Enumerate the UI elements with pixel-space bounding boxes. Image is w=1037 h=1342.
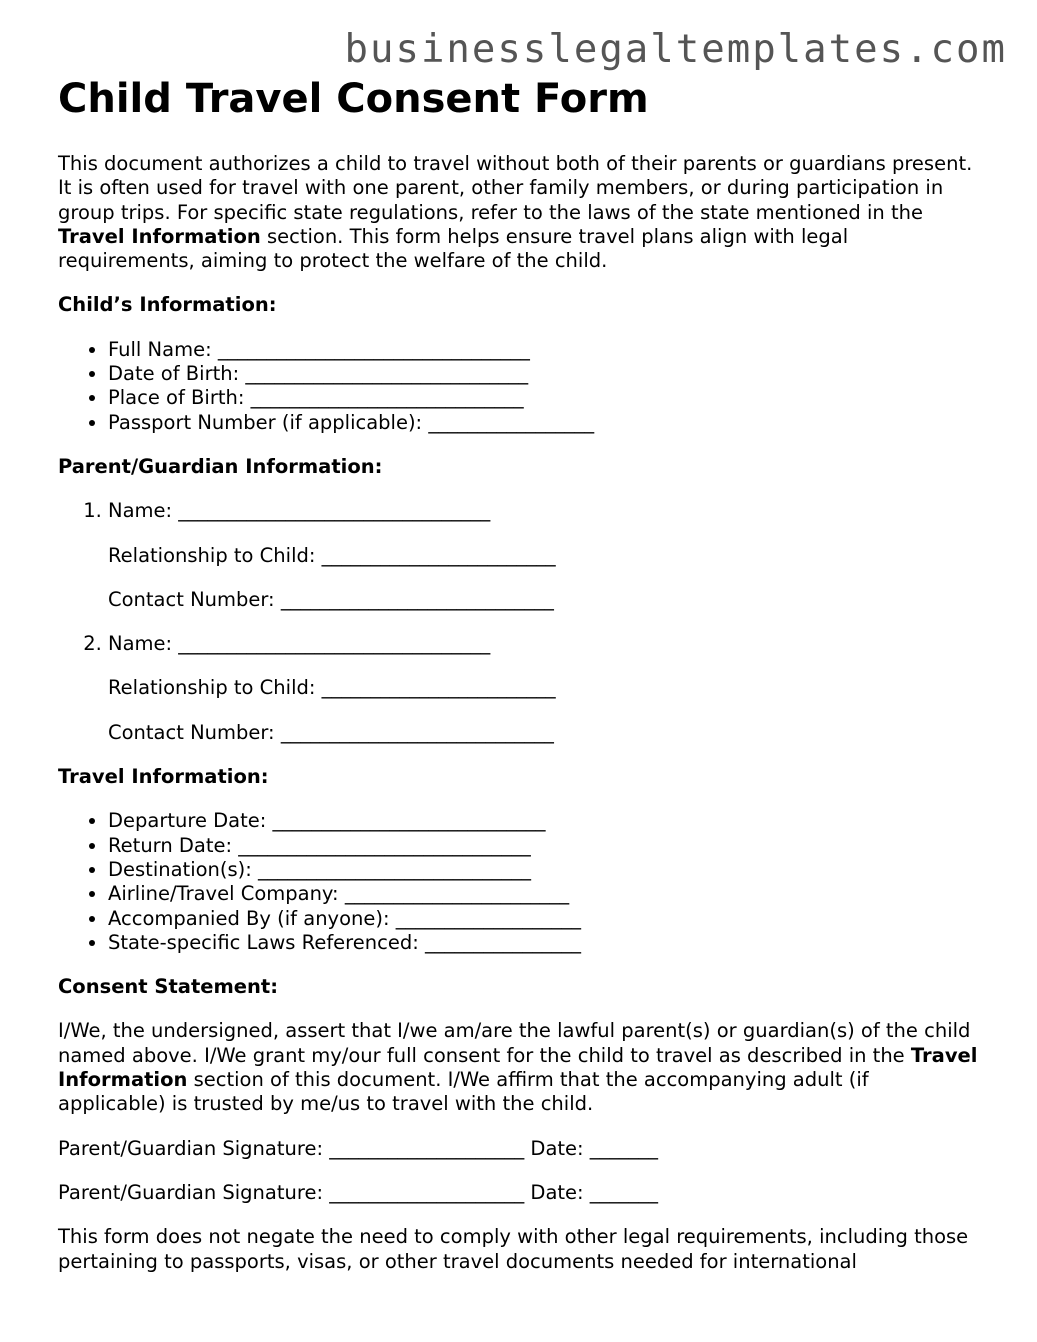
guardian-1-name-field[interactable]: Name: ________________________________ (108, 499, 491, 523)
airline-field[interactable]: • Airline/Travel Company: _______________________ (108, 882, 978, 906)
child-birthplace-field[interactable]: • Place of Birth: ____________________________ (108, 386, 978, 410)
guardian-1-relationship-field[interactable]: Relationship to Child: ________________________ (108, 543, 556, 567)
intro-text-1: This document authorizes a child to travel without both of their parents or guardians present. It is often used for travel with one parent, other family members, or during participation in group trips. For specific state regulations, refer to the laws of the state mentioned in the (58, 152, 973, 224)
document-page (58, 76, 978, 1274)
guardian-2 (108, 632, 978, 745)
intro-paragraph (58, 152, 978, 273)
travel-info-list (58, 809, 978, 955)
consent-bold: Travel Information (58, 1043, 978, 1092)
document-title: Child Travel Consent Form (58, 76, 649, 122)
child-dob-field[interactable]: • Date of Birth: _____________________________ (108, 362, 978, 386)
guardian-2-relationship-field[interactable]: Relationship to Child: ________________________ (108, 676, 556, 700)
intro-bold: Travel Information (58, 224, 261, 248)
watermark: businesslegaltemplates.com (344, 27, 1007, 72)
guardian-info-heading: Parent/Guardian Information: (58, 454, 383, 478)
signature-line-1[interactable]: Parent/Guardian Signature: ____________________ Date: _______ (58, 1136, 659, 1160)
destination-field[interactable]: • Destination(s): ____________________________ (108, 858, 978, 882)
child-full-name-field[interactable]: • Full Name: ________________________________ (108, 338, 978, 362)
return-date-field[interactable]: • Return Date: ______________________________ (108, 834, 978, 858)
guardian-info-list (58, 499, 978, 745)
accompanied-by-field[interactable]: • Accompanied By (if anyone): ___________________ (108, 907, 978, 931)
closing-paragraph: This form does not negate the need to comply with other legal requirements, including those pertaining to passports, visas, or other travel documents needed for international (58, 1225, 969, 1273)
signature-line-2[interactable]: Parent/Guardian Signature: ____________________ Date: _______ (58, 1180, 659, 1204)
guardian-2-contact-field[interactable]: Contact Number: ____________________________ (108, 720, 554, 744)
child-info-list (58, 338, 978, 435)
consent-heading: Consent Statement: (58, 975, 279, 999)
departure-date-field[interactable]: • Departure Date: ____________________________ (108, 809, 978, 833)
guardian-1-contact-field[interactable]: Contact Number: ____________________________ (108, 587, 554, 611)
consent-text-2: section of this document. I/We affirm that the accompanying adult (if applicable) is trusted by me/us to travel with the child. (58, 1068, 869, 1116)
child-passport-field[interactable]: • Passport Number (if applicable): _________________ (108, 411, 978, 435)
guardian-2-name-field[interactable]: Name: ________________________________ (108, 632, 491, 656)
guardian-1 (108, 499, 978, 612)
child-info-heading: Child’s Information: (58, 293, 277, 317)
consent-text-1: I/We, the undersigned, assert that I/we am/are the lawful parent(s) or guardian(s) of the child named above. I/We grant my/our full consent for the child to travel as described in the (58, 1019, 971, 1067)
state-laws-field[interactable]: • State-specific Laws Referenced: ________________ (108, 931, 978, 955)
consent-paragraph (58, 1019, 978, 1116)
travel-info-heading: Travel Information: (58, 765, 269, 789)
intro-text-2: section. This form helps ensure travel plans align with legal requirements, aiming to protect the welfare of the child. (58, 224, 849, 273)
